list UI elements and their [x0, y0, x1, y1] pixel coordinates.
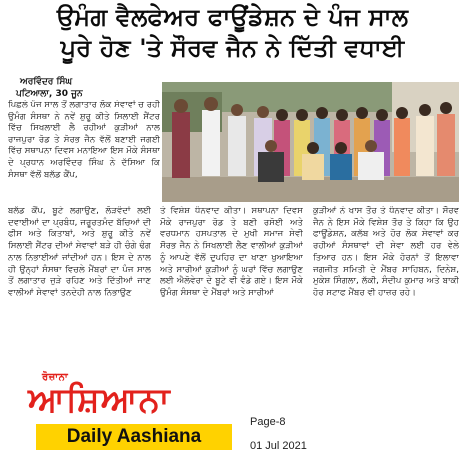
body-column-1: ਬਲੱਡ ਕੈਂਪ, ਬੂਟੇ ਲਗਾਉਣ, ਲੋੜਵੰਦਾਂ ਲਈ ਦਵਾਈਆਂ ਦਾ ਪ੍ਰਬੰਧ, ਜਰੂਰਤਮੰਦ ਬੱਚਿਆਂ ਦੀ ਫੀਸ ਅਤੇ ਕਿਤਾਬਾਂ, ਅਤੇ ਸ਼ੁਰੂ ਕੀਤੇ ਨਵੇਂ ਸਿਲਾਈ ਸੈਂਟਰ ਦੀਆਂ ਸੇਵਾਵਾਂ ਬੜੇ ਹੀ ਚੰਗੇ ਢੰਗ ਨਾਲ ਨਿਭਾਈਆਂ ਜਾਂਦੀਆਂ ਹਨ। ਇਸ ਦੇ ਨਾਲ ਹੀ ਉਨ੍ਹਾਂ ਸੰਸਥਾ ਵਿਚਲੇ ਮੈਂਬਰਾਂ ਦਾ ਪੰਜ ਸਾਲ ਤੋਂ ਲਗਾਤਾਰ ਜੁੜੇ ਰਹਿਣ ਅਤੇ ਦਿੱਤੀਆਂ ਜਾਣ ਵਾਲੀਆਂ ਸੇਵਾਵਾਂ ਤਨਦੇਹੀ ਨਾਲ ਨਿਭਾਉਣ	[8, 206, 151, 298]
publication-date: 01 Jul 2021	[250, 440, 307, 452]
byline: ਅਰਵਿੰਦਰ ਸਿੰਘ	[20, 77, 73, 87]
body-column-2: ਤੇ ਵਿਸ਼ੇਸ਼ ਧੰਨਵਾਦ ਕੀਤਾ। ਸਥਾਪਨਾ ਦਿਵਸ ਮੌਕੇ ਰਾਜਪੁਰਾ ਰੋਡ ਤੇ ਬਣੀ ਰਸੋਈ ਅਤੇ ਵਰਧਮਾਨ ਹਸਪਤਾਲ ਦੇ ਮੁਖੀ ਸਮਾਜ ਸੇਵੀ ਸੌਰਭ ਜੈਨ ਨੇ ਸਿਖਲਾਈ ਲੈਣ ਵਾਲੀਆਂ ਕੁੜੀਆਂ ਨੂੰ ਆਪਣੇ ਵੱਲੋਂ ਦੁਪਹਿਰ ਦਾ ਖਾਣਾ ਖੁਆਇਆ ਅਤੇ ਸਾਰੀਆਂ ਕੁੜੀਆਂ ਨੂੰ ਘਰਾਂ ਵਿੱਚ ਲਗਾਉਣ ਲਈ ਐਲੋਵੇਰਾ ਦੇ ਬੂਟੇ ਵੀ ਵੰਡੇ ਗਏ। ਇਸ ਮੌਕੇ ਉਮੰਗ ਸੰਸਥਾ ਦੇ ਮੈਂਬਰਾਂ ਅਤੇ ਸਾਰੀਆਂ	[160, 206, 303, 298]
logo-english-bar: Daily Aashiana	[36, 424, 232, 450]
dateline: ਪਟਿਆਲਾ, 30 ਜੂਨ	[16, 89, 83, 99]
headline-line-2: ਪੂਰੇ ਹੋਣ 'ਤੇ ਸੌਰਵ ਜੈਨ ਨੇ ਦਿੱਤੀ ਵਧਾਈ	[60, 34, 405, 62]
group-photo	[162, 82, 459, 202]
headline-line-1: ਉਮੰਗ ਵੈਲਫੇਅਰ ਫਾਊਂਡੇਸ਼ਨ ਦੇ ਪੰਜ ਸਾਲ	[56, 3, 409, 31]
logo-small-text: ਰੋਜ਼ਾਨਾ	[42, 372, 69, 383]
lead-paragraph: ਪਿਛਲੇ ਪੰਜ ਸਾਲ ਤੋਂ ਲਗਾਤਾਰ ਲੋਕ ਸੇਵਾਵਾਂ ਚ ਰਹੀ ਉਮੰਗ ਸੰਸਥਾ ਨੇ ਨਵੇਂ ਸ਼ੁਰੂ ਕੀਤੇ ਸਿਲਾਈ ਸੈਂਟਰ ਵਿੱਚ ਸਿਖਲਾਈ ਲੈ ਰਹੀਆਂ ਕੁੜੀਆਂ ਨਾਲ ਰਾਜਪੁਰਾ ਰੋਡ ਤੇ ਸੋਰਭ ਜੈਨ ਵੱਲੋਂ ਬਣਾਈ ਜਗਈ ਵਿੱਚ ਸਥਾਪਨਾ ਦਿਵਸ ਮਨਾਇਆ ਇਸ ਮੌਕੇ ਸੰਸਥਾ ਦੇ ਪ੍ਰਧਾਨ ਅਰਵਿੰਦਰ ਸਿੰਘ ਨੇ ਦੱਸਿਆ ਕਿ ਸੰਸਥਾ ਵੱਲੋਂ ਬਲੱਡ ਕੈਂਪ,	[8, 100, 160, 180]
page-number: Page-8	[250, 416, 286, 428]
newspaper-logo	[14, 372, 238, 456]
body-column-3: ਕੁੜੀਆਂ ਨੇ ਖਾਸ ਤੌਰ ਤੇ ਧੰਨਵਾਦ ਕੀਤਾ। ਸੌਰਵ ਜੈਨ ਨੇ ਇਸ ਮੌਕੇ ਵਿਸ਼ੇਸ਼ ਤੌਰ ਤੇ ਕਿਹਾ ਕਿ ਉਹ ਫਾਊਂਡੇਸ਼ਨ, ਕਲੱਬ ਅਤੇ ਹੋਰ ਲੋਕ ਸੇਵਾਵਾਂ ਕਰ ਰਹੀਆਂ ਸੰਸਥਾਵਾਂ ਦੀ ਸੇਵਾ ਲਈ ਹਰ ਵੇਲੇ ਤਿਆਰ ਹਨ। ਇਸ ਮੌਕੇ ਹੋਰਨਾਂ ਤੋਂ ਇਲਾਵਾ ਜਗਜੀਤ ਸਮਿਤੀ ਦੇ ਮੈਂਬਰ ਸਾਹਿਬਨ, ਦਿਨੇਸ਼, ਮੁਕੇਸ਼ ਸਿੰਗਲਾ, ਲੱਕੀ, ਸੰਦੀਪ ਕੁਮਾਰ ਅਤੇ ਬਾਕੀ ਹੋਰ ਸਟਾਫ ਮੈਂਬਰ ਵੀ ਹਾਜ਼ਰ ਰਹੇ।	[313, 206, 459, 298]
headline	[6, 2, 459, 64]
logo-main-text: ਆਸ਼ਿਆਨਾ	[28, 380, 171, 420]
group-photo-image	[162, 82, 459, 202]
